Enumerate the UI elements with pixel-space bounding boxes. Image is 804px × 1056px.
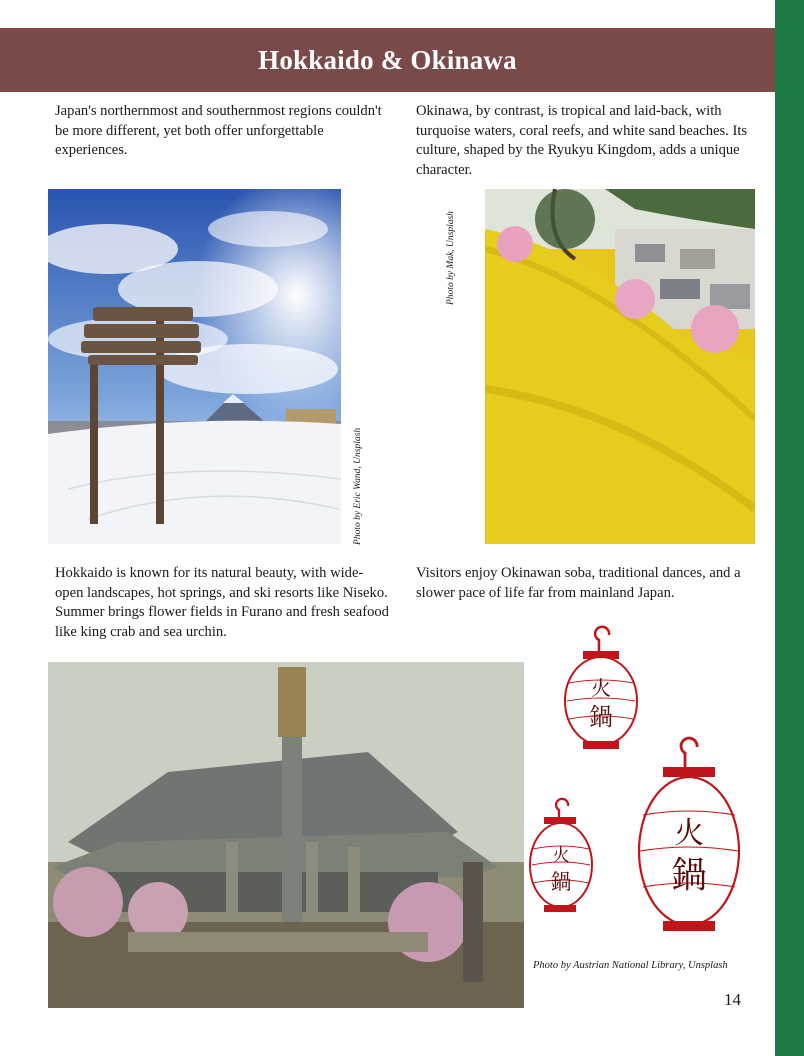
temple-photo xyxy=(48,662,524,1008)
flower-photo-credit: Photo by Mak, Unsplash xyxy=(446,211,456,305)
hokkaido-paragraph: Hokkaido is known for its natural beauty, with wide-open landscapes, hot springs, and ski resorts like Niseko. Summer brings flower fields in Furano and fresh seafood like king crab and sea urchin. xyxy=(55,565,389,640)
svg-text:鍋: 鍋 xyxy=(550,870,572,894)
ski-resort-photo xyxy=(48,189,341,544)
page-title: Hokkaido & Okinawa xyxy=(258,44,517,75)
okinawa-intro-paragraph: Okinawa, by contrast, is tropical and laid-back, with turquoise waters, coral reefs, and white sand beaches. Its culture, shaped by the Ryukyu Kingdom, adds a unique character. xyxy=(416,103,748,178)
svg-text:火: 火 xyxy=(591,676,611,700)
lantern-icon xyxy=(563,625,643,753)
temple-photo-credit: Photo by Austrian National Library, Unsplash xyxy=(533,960,728,971)
ski-photo-credit: Photo by Eric Wand, Unsplash xyxy=(353,427,363,545)
svg-text:鍋: 鍋 xyxy=(589,703,613,731)
lantern-icon xyxy=(637,735,747,937)
svg-text:鍋: 鍋 xyxy=(670,855,708,896)
side-color-bar xyxy=(775,0,804,1056)
page-number: 14 xyxy=(724,990,741,1009)
title-band xyxy=(0,28,775,92)
okinawa-life-paragraph: Visitors enjoy Okinawan soba, traditional dances, and a slower pace of life far from mainland Japan. xyxy=(416,565,741,601)
svg-text:火: 火 xyxy=(674,816,704,851)
lantern-icon xyxy=(528,797,598,917)
flower-field-photo xyxy=(485,189,755,544)
svg-text:火: 火 xyxy=(552,846,570,866)
intro-paragraph: Japan's northernmost and southernmost regions couldn't be more different, yet both offer unforgettable experiences. xyxy=(55,103,382,158)
